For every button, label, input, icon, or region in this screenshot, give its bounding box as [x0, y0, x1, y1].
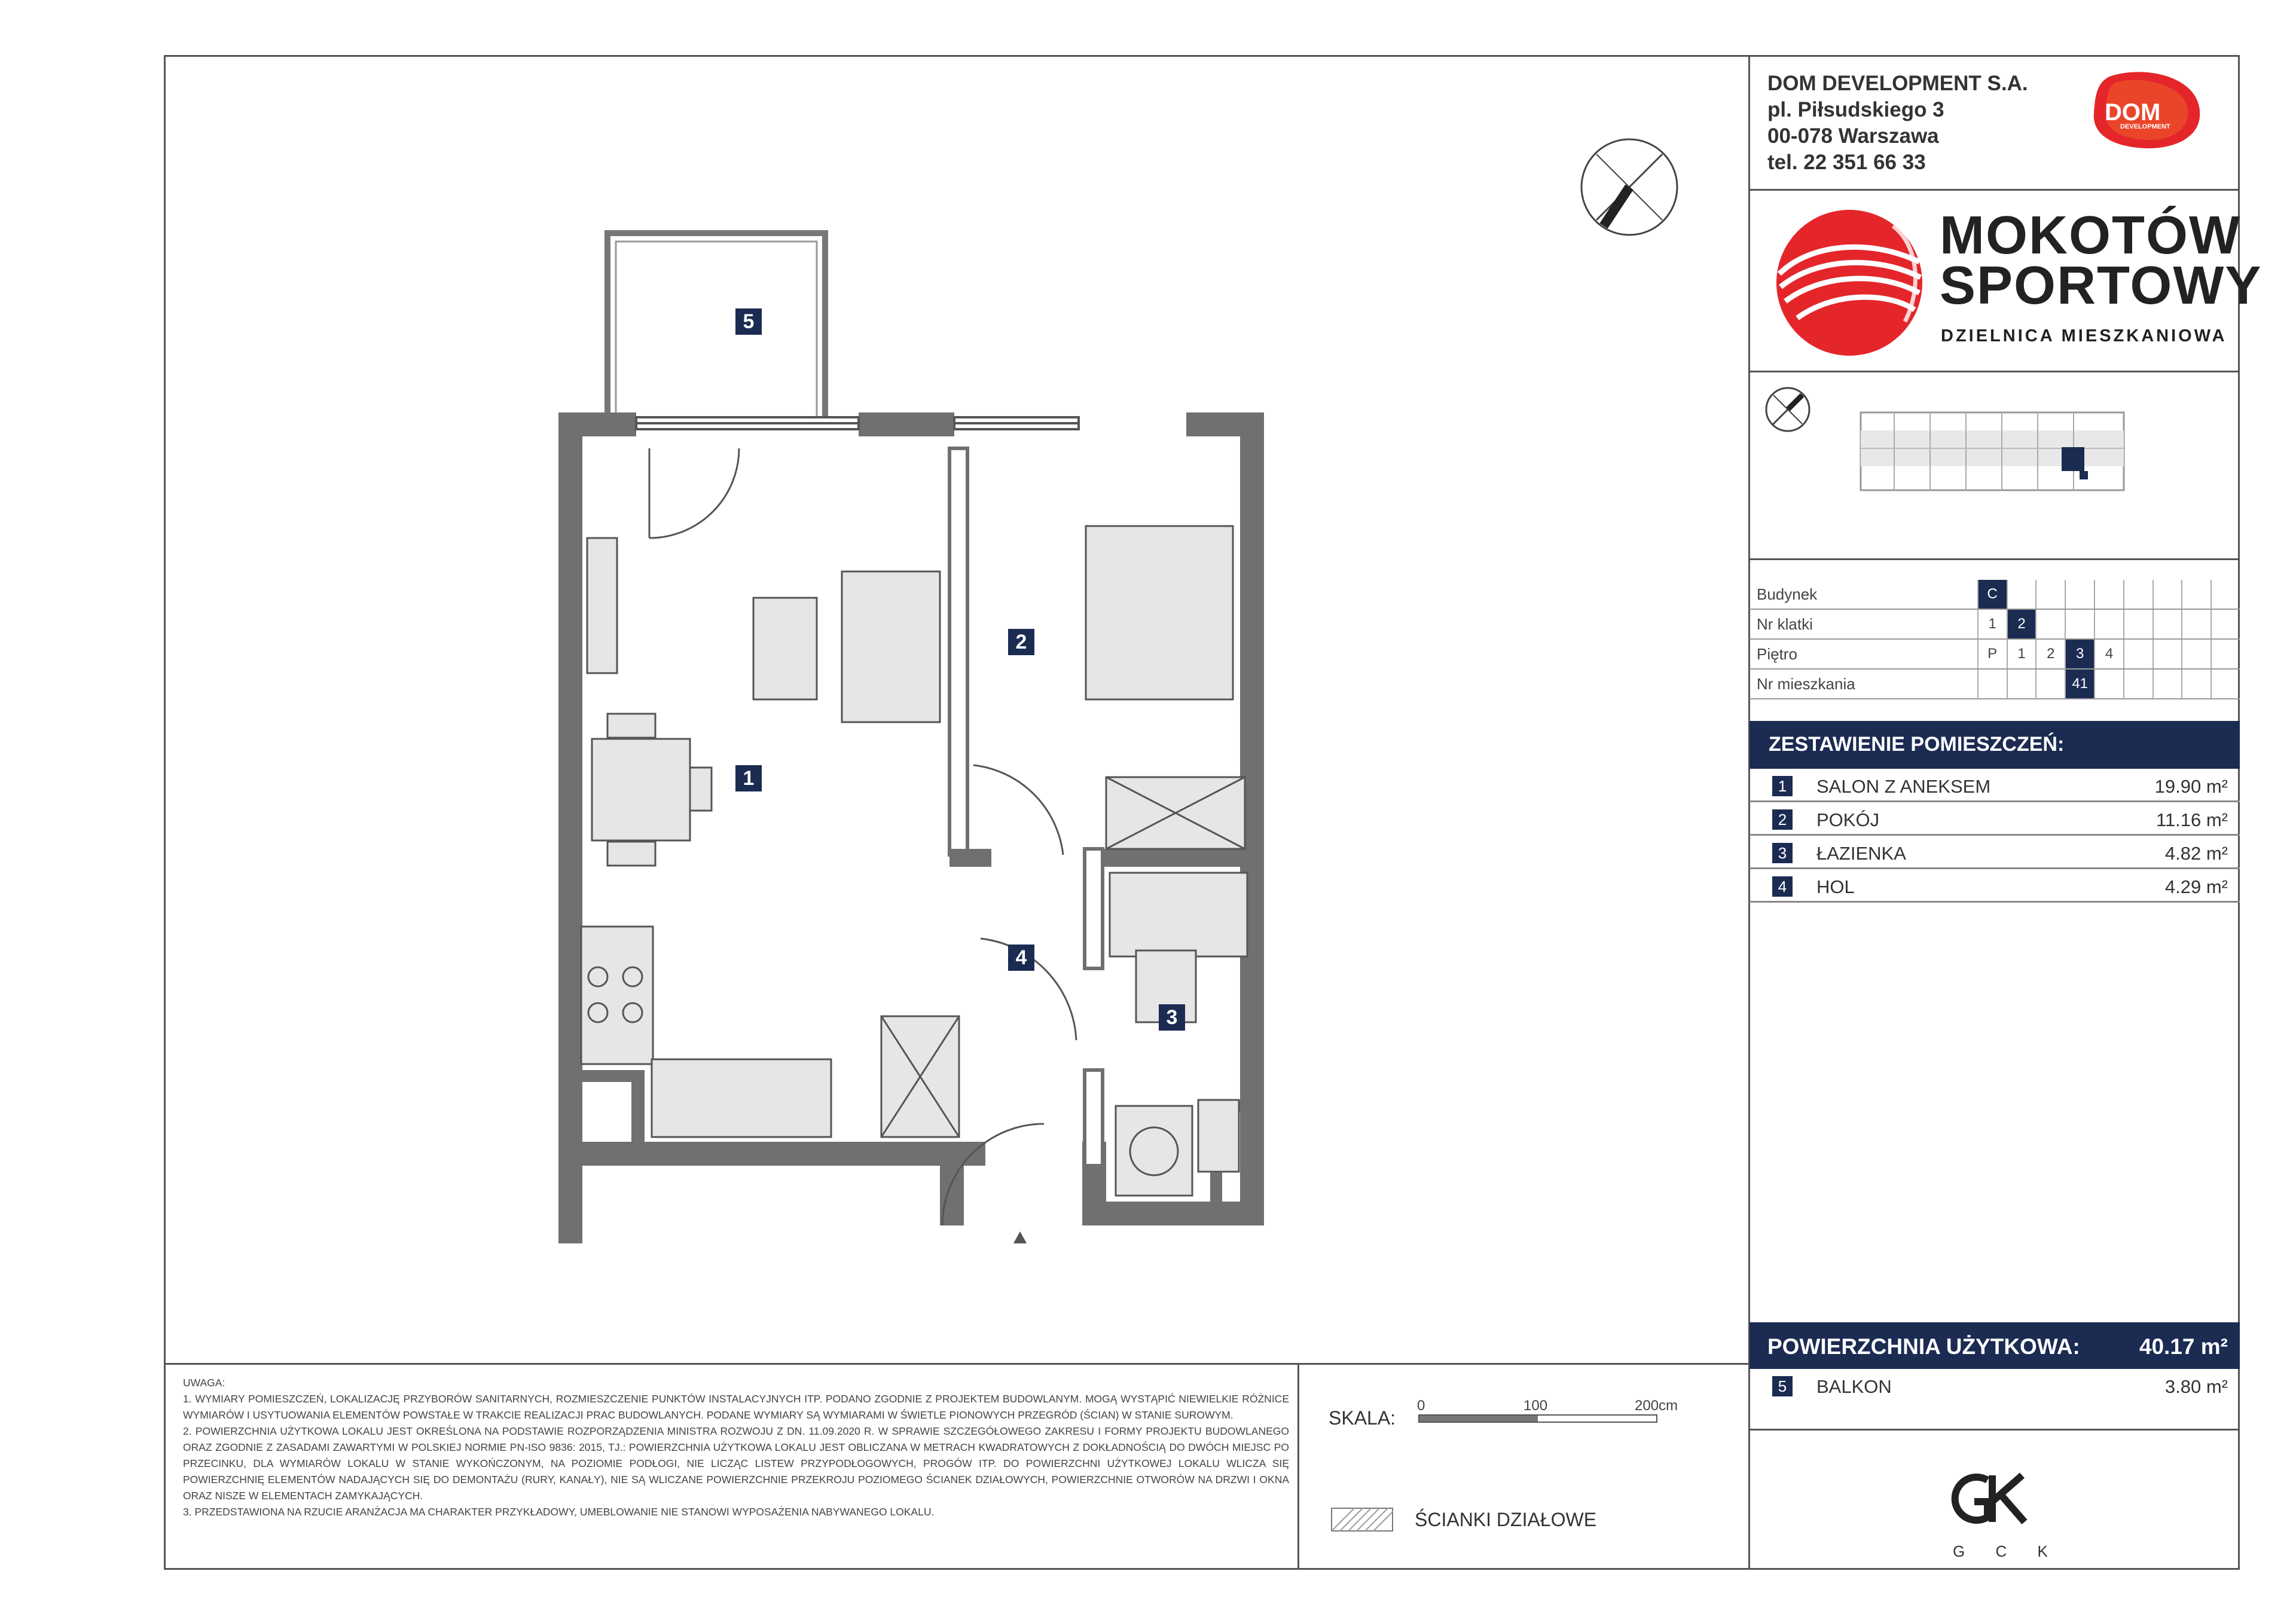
- room-row: [1750, 837, 2240, 869]
- plan-label-1: 1: [735, 765, 762, 791]
- usable-area-label: POWIERZCHNIA UŻYTKOWA:: [1767, 1334, 2080, 1359]
- location-cell: [2211, 580, 2240, 609]
- north-arrow-icon: [1578, 136, 1680, 238]
- company-info: [1767, 71, 2028, 176]
- rule-brand: [1748, 371, 2240, 372]
- room-name: HOL: [1816, 876, 1855, 897]
- plan-label-5: 5: [735, 308, 762, 335]
- usable-area-bar: [1750, 1322, 2240, 1369]
- location-cell: [2182, 639, 2211, 669]
- dom-logo-text: DOM: [2105, 99, 2161, 126]
- location-cell: [2153, 609, 2182, 639]
- keyplan-compass: [1764, 386, 1812, 433]
- gck-logo: [1946, 1472, 2041, 1532]
- balcony-outline: [607, 233, 825, 424]
- location-cell: [2182, 669, 2211, 699]
- company-phone: tel. 22 351 66 33: [1767, 151, 1926, 174]
- location-cell: 41: [2065, 669, 2095, 699]
- plan-label-3: 3: [1159, 1004, 1185, 1031]
- balcony-row: [1750, 1370, 2240, 1402]
- floor-plan: [538, 215, 1411, 1243]
- rule-balcony: [1748, 1429, 2240, 1431]
- location-cell: [2095, 580, 2124, 609]
- note-3: 3. PRZEDSTAWIONA NA RZUCIE ARANŻACJA MA CHARAKTER PRZYKŁADOWY, UMEBLOWANIE NIE STANOWI WYPOSAŻENIA NABYWANEGO LOKALU.: [183, 1506, 935, 1518]
- scale-tick-100: 100: [1523, 1398, 1548, 1414]
- keyplan-building: [1858, 406, 2131, 508]
- location-cell: [2007, 669, 2037, 699]
- location-cell: [2095, 609, 2124, 639]
- project-subtitle: DZIELNICA MIESZKANIOWA: [1941, 326, 2227, 346]
- location-row-label: Nr klatki: [1750, 609, 1978, 639]
- notes-title: UWAGA:: [183, 1377, 225, 1389]
- room-num: 2: [1772, 809, 1793, 830]
- project-title: [1940, 206, 2263, 316]
- rooms-header: [1750, 721, 2240, 769]
- balcony-name: BALKON: [1816, 1376, 1892, 1397]
- room-num: 1: [1772, 776, 1793, 796]
- room-row: [1750, 770, 2240, 802]
- location-cell: [2124, 639, 2153, 669]
- plan-label-2: 2: [1008, 629, 1034, 655]
- note-1: 1. WYMIARY POMIESZCZEŃ, LOKALIZACJĘ PRZYBORÓW SANITARNYCH, ROZMIESZCZENIE PUNKTÓW INSTALACYJNYCH ITP. PODANO ZGODNIE Z PROJEKTEM BUDOWLANYM. MOGĄ WYSTĄPIĆ NIEWIELKIE RÓŻNICE WYMIARÓW I USYTUOWANIA ELEMENTÓW POWSTAŁE W TRAKCIE REALIZACJI PRAC BUDOWLANYCH. PODANE WYMIARY SĄ WYMIARAMI W ŚWIETLE PIONOWYCH PRZEGRÓD (ŚCIAN) W STANIE SUROWYM.: [183, 1393, 1289, 1421]
- scale-bar: [1418, 1414, 1657, 1423]
- location-cell: [2182, 580, 2211, 609]
- legend-partitions: ŚCIANKI DZIAŁOWE: [1415, 1509, 1597, 1530]
- location-cell: [1978, 669, 2007, 699]
- notes-divider: [164, 1363, 1750, 1365]
- location-cell: [2065, 609, 2095, 639]
- project-title-line2: SPORTOWY: [1940, 256, 2263, 316]
- rule-company: [1748, 189, 2240, 191]
- rooms-header-text: ZESTAWIENIE POMIESZCZEŃ:: [1769, 733, 2065, 756]
- room-num: 4: [1772, 876, 1793, 897]
- dom-logo-subtext: DEVELOPMENT: [2120, 123, 2170, 130]
- location-cell: 3: [2065, 639, 2095, 669]
- location-cell: [2036, 580, 2065, 609]
- company-name: DOM DEVELOPMENT S.A.: [1767, 72, 2028, 95]
- room-area: 11.16 m²: [2155, 809, 2228, 830]
- location-cell: 2: [2036, 639, 2065, 669]
- location-cell: [2095, 669, 2124, 699]
- room-area: 19.90 m²: [2154, 776, 2228, 797]
- mokotow-sportowy-logo: [1773, 208, 1925, 357]
- location-cell: [2153, 580, 2182, 609]
- balcony-num: 5: [1772, 1376, 1793, 1396]
- notes-scale-divider: [1297, 1363, 1299, 1570]
- room-name: SALON Z ANEKSEM: [1816, 776, 1991, 797]
- scale-tick-200: 200cm: [1635, 1398, 1678, 1414]
- balcony-area: 3.80 m²: [2164, 1376, 2228, 1397]
- location-cell: [2036, 609, 2065, 639]
- plan-label-4: 4: [1008, 945, 1034, 971]
- usable-area-value: 40.17 m²: [2139, 1334, 2228, 1359]
- location-cell: 1: [2007, 639, 2037, 669]
- location-cell: [2007, 580, 2037, 609]
- location-cell: [2153, 639, 2182, 669]
- rule-keyplan: [1748, 558, 2240, 560]
- location-cell: [2211, 609, 2240, 639]
- location-cell: [2124, 580, 2153, 609]
- location-cell: [2065, 580, 2095, 609]
- location-cell: [2153, 669, 2182, 699]
- location-cell: [2036, 669, 2065, 699]
- room-name: ŁAZIENKA: [1816, 843, 1906, 864]
- gck-letters: G C K: [1953, 1542, 2061, 1560]
- company-address-2: 00-078 Warszawa: [1767, 124, 1939, 148]
- room-row: [1750, 870, 2240, 903]
- notes: [183, 1375, 1289, 1520]
- room-name: POKÓJ: [1816, 809, 1880, 830]
- location-cell: 1: [1978, 609, 2007, 639]
- location-row: [1750, 639, 2240, 669]
- location-table: [1750, 580, 2240, 699]
- location-cell: [2124, 669, 2153, 699]
- location-cell: P: [1978, 639, 2007, 669]
- location-cell: 2: [2007, 609, 2037, 639]
- location-cell: [2124, 609, 2153, 639]
- project-title-line1: MOKOTÓW: [1940, 206, 2241, 265]
- scale-tick-0: 0: [1417, 1398, 1425, 1414]
- location-row: [1750, 609, 2240, 639]
- room-area: 4.82 m²: [2164, 843, 2228, 864]
- location-row: [1750, 580, 2240, 609]
- location-row-label: Piętro: [1750, 639, 1978, 669]
- location-cell: 4: [2095, 639, 2124, 669]
- location-cell: [2182, 609, 2211, 639]
- location-row: [1750, 669, 2240, 699]
- room-num: 3: [1772, 843, 1793, 863]
- company-address-1: pl. Piłsudskiego 3: [1767, 98, 1944, 121]
- location-cell: C: [1978, 580, 2007, 609]
- location-cell: [2211, 639, 2240, 669]
- location-row-label: Nr mieszkania: [1750, 669, 1978, 699]
- room-area: 4.29 m²: [2164, 876, 2228, 897]
- location-row-label: Budynek: [1750, 580, 1978, 609]
- partition-hatch-swatch: [1331, 1508, 1393, 1532]
- room-row: [1750, 803, 2240, 836]
- location-cell: [2211, 669, 2240, 699]
- scale-label: SKALA:: [1329, 1407, 1396, 1429]
- note-2: 2. POWIERZCHNIA UŻYTKOWA LOKALU JEST OKREŚLONA NA PODSTAWIE ROZPORZĄDZENIA MINISTRA ROZWOJU Z DN. 11.09.2020 R. W SPRAWIE SZCZEGÓŁOWEGO ZAKRESU I FORMY PROJEKTU BUDOWLANEGO ORAZ ZGODNIE Z ZASADAMI ZAWARTYMI W POLSKIEJ NORMIE PN-ISO 9836: 2015, TJ.: POWIERZCHNIA UŻYTKOWA LOKALU JEST OBLICZANA W METRACH KWADRATOWYCH Z DOKŁADNOŚCIĄ DO DWÓCH MIEJSC PO PRZECINKU, DLA WYMIARÓW LOKALU W STANIE WYKOŃCZONYM, NA POZIOMIE PODŁOGI, NIE LICZĄC LISTEW PRZYPODŁOGOWYCH, PROGÓW ITP. DO POWIERZCHNI UŻYTKOWEJ LOKALU WLICZA SIĘ POWIERZCHNIĘ ELEMENTÓW NADAJĄCYCH SIĘ DO DEMONTAŻU (RURY, KANAŁY), NIE SĄ WLICZANE POWIERZCHNIE PRZEKROJU POZIOMEGO ŚCIANEK DZIAŁOWYCH, POWIERZCHNIE OTWORÓW NA DRZWI I OKNA ORAZ NISZE W ELEMENTACH ZAMYKAJĄCYCH.: [183, 1425, 1289, 1502]
